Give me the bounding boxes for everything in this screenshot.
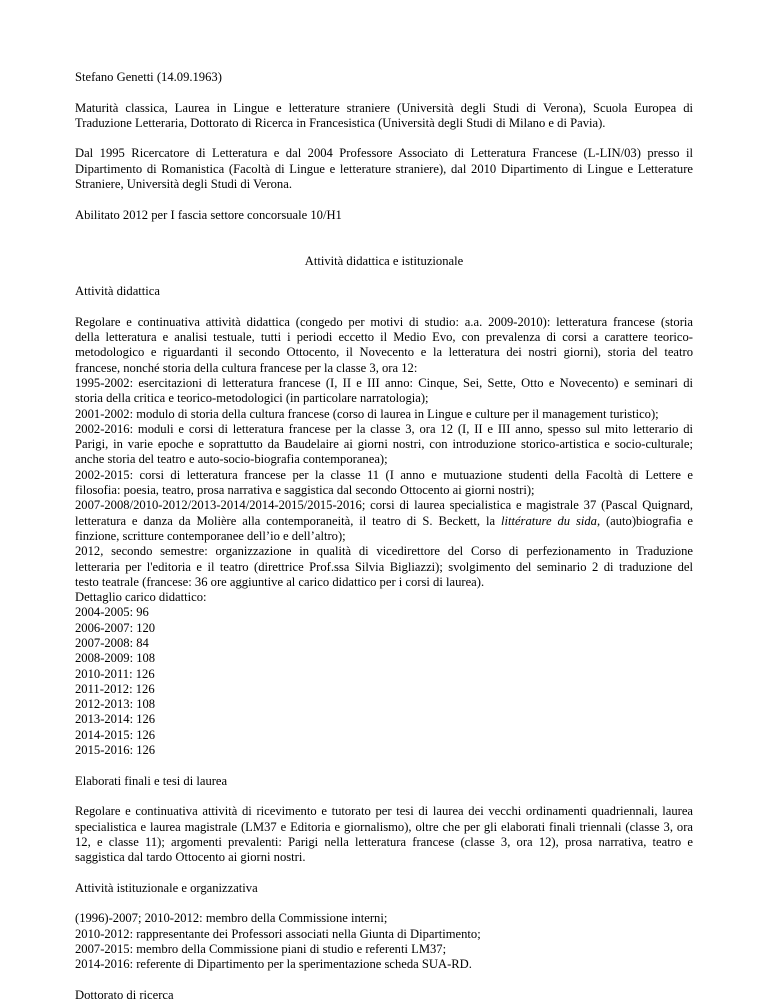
text-line: Traduzione Letteraria, Dottorato di Ricerca in Francesistica (Università degli Studi di Milano e di Pavia). (75, 115, 606, 130)
text-line: Dal 1995 Ricercatore di Letteratura e dal 2004 Professore Associato di Letteratura Francese (L-LIN/03) presso il (75, 146, 693, 161)
teaching-paragraph (75, 315, 693, 759)
text-line: testo teatrale (francese: 36 ore aggiuntive al carico didattico per i corsi di laurea). (75, 574, 485, 589)
doctorate-heading: Dottorato di ricerca (75, 987, 174, 1002)
text-line: 2002-2015: corsi di letteratura francese per la classe 11 (I anno e mutuazione studenti della Facoltà di Lettere e (75, 467, 693, 482)
text-line: anche storia del teatro e auto-socio-biografia contemporanea); (75, 452, 388, 467)
text-line: 1995-2002: esercitazioni di letteratura francese (I, II e III anno: Cinque, Sei, Sette, Otto e Novecento) e seminari di (75, 375, 693, 390)
text-fragment: , (auto)biografia e (596, 513, 693, 528)
list-item: 2014-2016: referente di Dipartimento per la sperimentazione scheda SUA-RD. (75, 957, 472, 972)
text-line: della letteratura e analisi testuale, tutti i periodi eccetto il Medio Evo, con prevalenza di corsi a carattere teorico- (75, 330, 693, 345)
text-line: 2002-2016: moduli e corsi di letteratura francese per la classe 3, ora 12 (I, II e III anno, spesso sul mito letterario di (75, 421, 693, 436)
list-item: 2007-2015: membro della Commissione piani di studio e referenti LM37; (75, 941, 447, 956)
career-paragraph (75, 146, 693, 192)
teaching-load-row: 2006-2007: 120 (75, 620, 156, 635)
text-fragment: letteratura e danza da Molière alla contemporaneità, il teatro di S. Beckett, la (75, 513, 501, 528)
section-title: Attività didattica e istituzionale (304, 253, 464, 268)
teaching-heading: Attività didattica (75, 284, 160, 299)
text-line: Maturità classica, Laurea in Lingue e letterature straniere (Università degli Studi di Verona), Scuola Europea di (75, 100, 693, 115)
teaching-load-row: 2011-2012: 126 (75, 681, 155, 696)
habilitation-line: Abilitato 2012 per I fascia settore concorsuale 10/H1 (75, 207, 342, 222)
teaching-load-row: 2008-2009: 108 (75, 651, 156, 666)
education-paragraph (75, 101, 693, 132)
teaching-load-row: 2012-2013: 108 (75, 697, 156, 712)
document-page (75, 70, 693, 1003)
text-line: Dipartimento di Romanistica (Facoltà di Lingue e letterature straniere), dal 2010 Dipartimento di Lingue e Letterature (75, 161, 693, 176)
teaching-load-row: 2010-2011: 126 (75, 666, 155, 681)
theses-paragraph (75, 804, 693, 865)
teaching-load-row: 2007-2008: 84 (75, 635, 149, 650)
text-line: 2012, secondo semestre: organizzazione in qualità di vicedirettore del Corso di perfezionamento in Traduzione (75, 544, 693, 559)
institutional-heading: Attività istituzionale e organizzativa (75, 880, 258, 895)
text-line: francese, nonché storia della cultura francese per la classe 3, ora 12: (75, 360, 418, 375)
text-line: filosofia: poesia, teatro, prosa narrativa e saggistica dal secondo Ottocento ai giorni nostri); (75, 483, 535, 498)
list-item: 2010-2012: rappresentante dei Professori associati nella Giunta di Dipartimento; (75, 926, 481, 941)
text-line: Parigi, in varie epoche e soprattutto da Baudelaire ai giorni nostri, con introduzione storico-artistica e socio-culturale; (75, 437, 693, 452)
text-line: metodologico e riguardanti il secondo Ottocento, il Novecento e la letteratura dei nostri giorni), storia del teatro (75, 345, 693, 360)
list-item: (1996)-2007; 2010-2012: membro della Commissione interni; (75, 911, 388, 926)
teaching-load-row: 2013-2014: 126 (75, 712, 156, 727)
theses-heading: Elaborati finali e tesi di laurea (75, 773, 228, 788)
text-line: 12, e classe 11); argomenti prevalenti: Parigi nella letteratura francese (classe 3, ora 12), prosa narrativa, teatro e (75, 834, 693, 849)
teaching-load-row: 2014-2015: 126 (75, 727, 156, 742)
text-line: letteraria per l'editoria e il teatro (direttrice Prof.ssa Silvia Bigliazzi); svolgimento del seminario 2 di traduzione del (75, 559, 693, 574)
text-line: Regolare e continuativa attività di ricevimento e tutorato per tesi di laurea dei vecchi ordinamenti quadriennali, laurea (75, 804, 693, 819)
text-line: specialistica e laurea magistrale (LM37 e Editoria e giornalismo), oltre che per gli elaborati finali triennali (classe 3, ora (75, 819, 693, 834)
italic-title: littérature du sida (500, 513, 597, 528)
text-line: saggistica dal tardo Ottocento ai giorni nostri. (75, 850, 306, 865)
text-line: 2001-2002: modulo di storia della cultura francese (corso di laurea in Lingue e culture per il management turistico); (75, 406, 659, 421)
text-line: Regolare e continuativa attività didattica (congedo per motivi di studio: a.a. 2009-2010): letteratura francese (storia (75, 314, 693, 329)
teaching-load-heading: Dettaglio carico didattico: (75, 590, 207, 605)
teaching-load-row: 2015-2016: 126 (75, 743, 156, 758)
text-line: storia della critica e teorico-metodologici (in particolare narratologia); (75, 391, 429, 406)
text-line: Straniere, Università degli Studi di Verona. (75, 177, 292, 192)
institutional-list (75, 911, 693, 972)
teaching-load-row: 2004-2005: 96 (75, 605, 149, 620)
text-line: finzione, scritture contemporanee dell’io e dell’altro); (75, 528, 346, 543)
author-line: Stefano Genetti (14.09.1963) (75, 70, 222, 84)
text-line: 2007-2008/2010-2012/2013-2014/2014-2015/2015-2016; corsi di laurea specialistica e magistrale 37 (Pascal Quignard, (75, 498, 693, 513)
text-line (75, 514, 693, 529)
